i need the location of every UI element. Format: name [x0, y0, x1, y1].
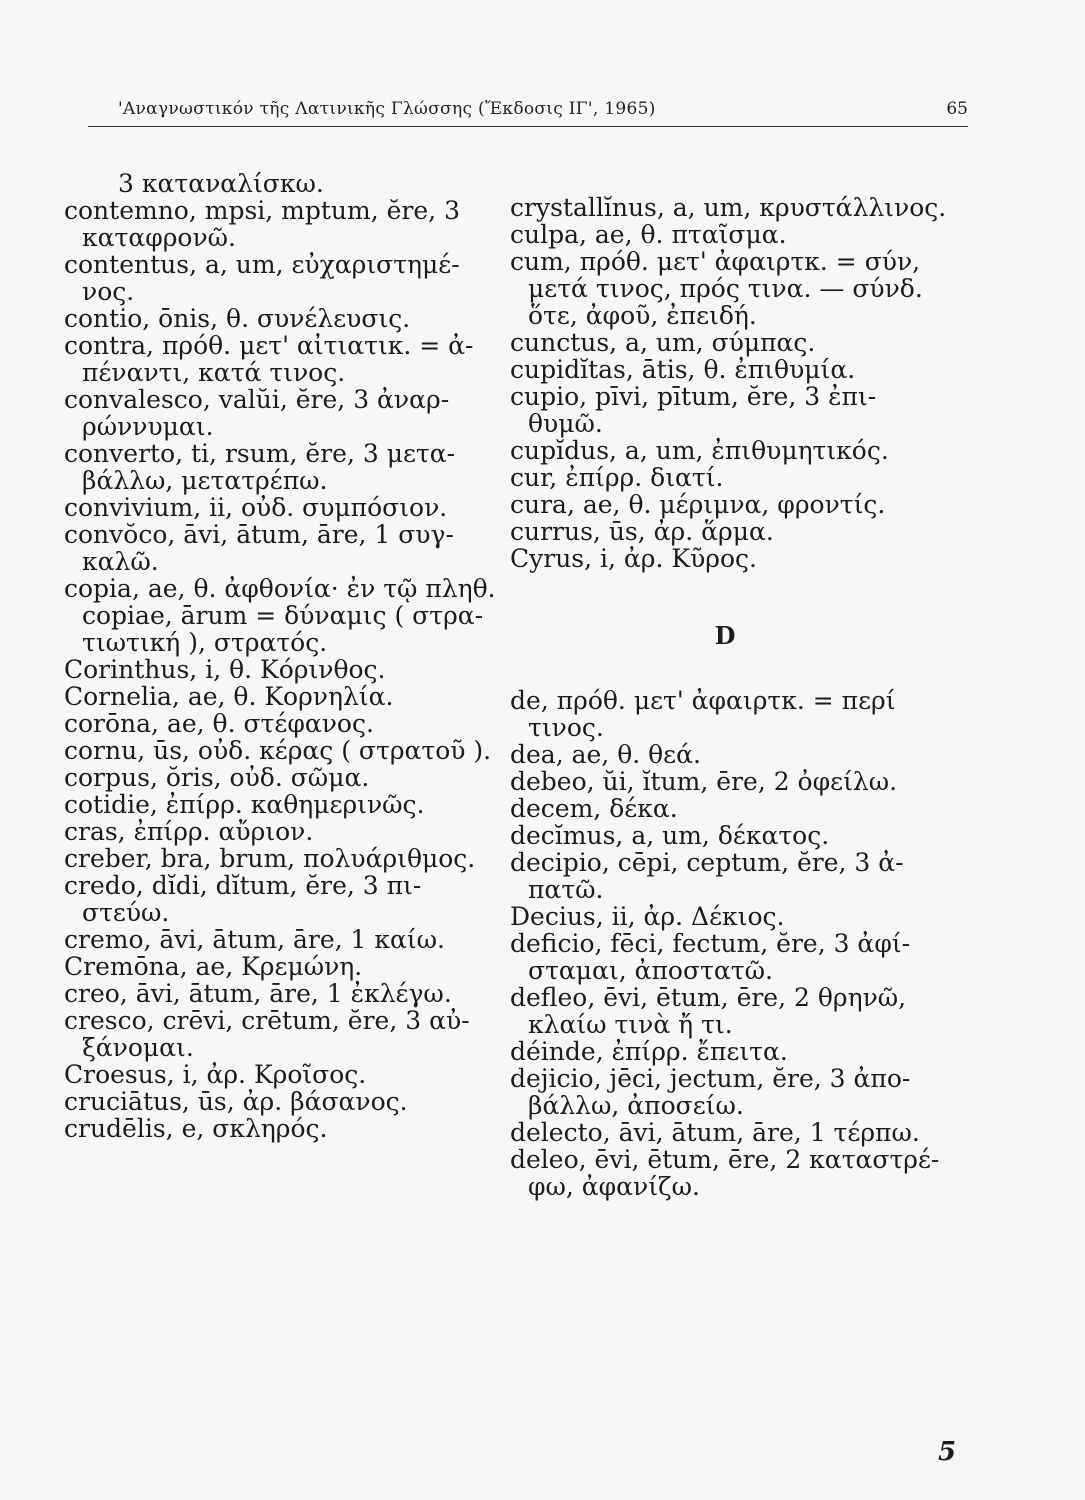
dictionary-line: convivium, ii, οὐδ. συμπόσιον. — [64, 493, 448, 522]
dictionary-line: Cornelia, ae, θ. Κορνηλία. — [64, 682, 394, 711]
dictionary-line: dea, ae, θ. θεά. — [510, 740, 701, 769]
dictionary-line: Cremōna, ae, Κρεμώνη. — [64, 952, 363, 981]
dictionary-line: πέναντι, κατά τινος. — [82, 358, 346, 387]
dictionary-line: ρώννυμαι. — [82, 412, 214, 441]
dictionary-line: copiae, ārum = δύναμις ( στρα- — [82, 601, 484, 630]
dictionary-line: decipio, cēpi, ceptum, ĕre, 3 ἀ- — [510, 848, 904, 877]
section-letter-heading: D — [714, 621, 736, 650]
dictionary-line: copia, ae, θ. ἀφθονία· ἐν τῷ πληθ. — [64, 574, 496, 603]
dictionary-line: cornu, ūs, οὐδ. κέρας ( στρατοῦ ). — [64, 736, 492, 765]
dictionary-line: τιωτική ), στρατός. — [82, 628, 328, 657]
dictionary-line: βάλλω, μετατρέπω. — [82, 466, 328, 495]
dictionary-line: dejicio, jēci, jectum, ĕre, 3 ἀπο- — [510, 1064, 911, 1093]
left-column — [64, 170, 504, 1142]
dictionary-line: cura, ae, θ. μέριμνα, φροντίς. — [510, 490, 886, 519]
dictionary-line: μετά τινος, πρός τινα. — σύνδ. — [528, 274, 923, 303]
dictionary-line: culpa, ae, θ. πταῖσμα. — [510, 220, 787, 249]
dictionary-line: convalesco, valŭi, ĕre, 3 ἀναρ- — [64, 385, 450, 414]
dictionary-line: crudēlis, e, σκληρός. — [64, 1114, 328, 1143]
dictionary-line: Decius, ii, ἀρ. Δέκιος. — [510, 902, 785, 931]
dictionary-line: contemno, mpsi, mptum, ĕre, 3 — [64, 196, 460, 225]
dictionary-line: déinde, ἐπίρρ. ἔπειτα. — [510, 1037, 788, 1066]
dictionary-line: καταφρονῶ. — [82, 223, 237, 252]
dictionary-line: debeo, ŭi, ĭtum, ēre, 2 ὀφείλω. — [510, 767, 898, 796]
dictionary-line: deleo, ēvi, ētum, ēre, 2 καταστρέ- — [510, 1145, 940, 1174]
dictionary-line: πατῶ. — [528, 875, 604, 904]
dictionary-line: decĭmus, a, um, δέκατος. — [510, 821, 830, 850]
dictionary-line: Corinthus, i, θ. Κόρινθος. — [64, 655, 386, 684]
dictionary-line: creo, āvi, ātum, āre, 1 ἐκλέγω. — [64, 979, 452, 1008]
right-column — [510, 170, 960, 1200]
dictionary-line: cruciātus, ūs, ἀρ. βάσανος. — [64, 1087, 408, 1116]
dictionary-line: στεύω. — [82, 898, 170, 927]
dictionary-line: converto, ti, rsum, ĕre, 3 μετα- — [64, 439, 456, 468]
dictionary-line: cum, πρόθ. μετ' ἀφαιρτκ. = σύν, — [510, 247, 921, 276]
dictionary-line: cotidie, ἐπίρρ. καθημερινῶς. — [64, 790, 425, 819]
spacer — [510, 572, 960, 612]
dictionary-line: corōna, ae, θ. στέφανος. — [64, 709, 374, 738]
dictionary-line: deficio, fēci, fectum, ĕre, 3 ἀφί- — [510, 929, 911, 958]
dictionary-line: corpus, ŏris, οὐδ. σῶμα. — [64, 763, 370, 792]
dictionary-line: currus, ūs, ἀρ. ἅρμα. — [510, 517, 774, 546]
dictionary-line: crystallĭnus, a, um, κρυστάλλινος. — [510, 193, 947, 222]
dictionary-line: cupidĭtas, ātis, θ. ἐπιθυμία. — [510, 355, 856, 384]
dictionary-line: ξάνομαι. — [82, 1033, 194, 1062]
dictionary-line: νος. — [82, 277, 135, 306]
dictionary-line: credo, dĭdi, dĭtum, ĕre, 3 πι- — [64, 871, 422, 900]
dictionary-line: contentus, a, um, εὐχαριστημέ- — [64, 250, 460, 279]
dictionary-line: de, πρόθ. μετ' ἀφαιρτκ. = περί — [510, 686, 896, 715]
dictionary-line: καλῶ. — [82, 547, 159, 576]
spacer — [510, 660, 960, 687]
dictionary-line: Cyrus, i, ἀρ. Κῦρος. — [510, 544, 757, 573]
dictionary-line: 3 καταναλίσκω. — [118, 169, 324, 198]
dictionary-line: ὅτε, ἀφοῦ, ἐπειδή. — [528, 301, 757, 330]
dictionary-line: cunctus, a, um, σύμπας. — [510, 328, 816, 357]
dictionary-line: cupio, pīvi, pītum, ĕre, 3 ἐπι- — [510, 382, 877, 411]
dictionary-line: τινος. — [528, 713, 604, 742]
dictionary-line: cupĭdus, a, um, ἐπιθυμητικός. — [510, 436, 889, 465]
dictionary-line: σταμαι, ἀποστατῶ. — [528, 956, 773, 985]
dictionary-line: defleo, ēvi, ētum, ēre, 2 θρηνῶ, — [510, 983, 907, 1012]
dictionary-line: θυμῶ. — [528, 409, 603, 438]
dictionary-line: creber, bra, brum, πολυάριθμος. — [64, 844, 476, 873]
dictionary-line: Croesus, i, ἀρ. Κροῖσος. — [64, 1060, 367, 1089]
running-header — [88, 96, 968, 127]
running-header-title: 'Αναγνωστικόν τῆς Λατινικῆς Γλώσσης (Ἔκδοσις ΙΓ', 1965) — [118, 99, 656, 119]
dictionary-line: cras, ἐπίρρ. αὔριον. — [64, 817, 314, 846]
dictionary-line: convŏco, āvi, ātum, āre, 1 συγ- — [64, 520, 454, 549]
dictionary-line: delecto, āvi, ātum, āre, 1 τέρπω. — [510, 1118, 920, 1147]
page-number: 65 — [946, 99, 968, 119]
dictionary-line: βάλλω, ἀποσείω. — [528, 1091, 744, 1120]
dictionary-line: contio, ōnis, θ. συνέλευσις. — [64, 304, 411, 333]
dictionary-line: cresco, crēvi, crētum, ĕre, 3 αὐ- — [64, 1006, 470, 1035]
dictionary-line: decem, δέκα. — [510, 794, 678, 823]
signature-mark: 5 — [938, 1437, 957, 1467]
dictionary-line: κλαίω τινὰ ἤ τι. — [528, 1010, 733, 1039]
dictionary-line: cremo, āvi, ātum, āre, 1 καίω. — [64, 925, 446, 954]
dictionary-line: contra, πρόθ. μετ' αἰτιατικ. = ἀ- — [64, 331, 474, 360]
dictionary-line: φω, ἀφανίζω. — [528, 1172, 700, 1201]
dictionary-line: cur, ἐπίρρ. διατί. — [510, 463, 724, 492]
